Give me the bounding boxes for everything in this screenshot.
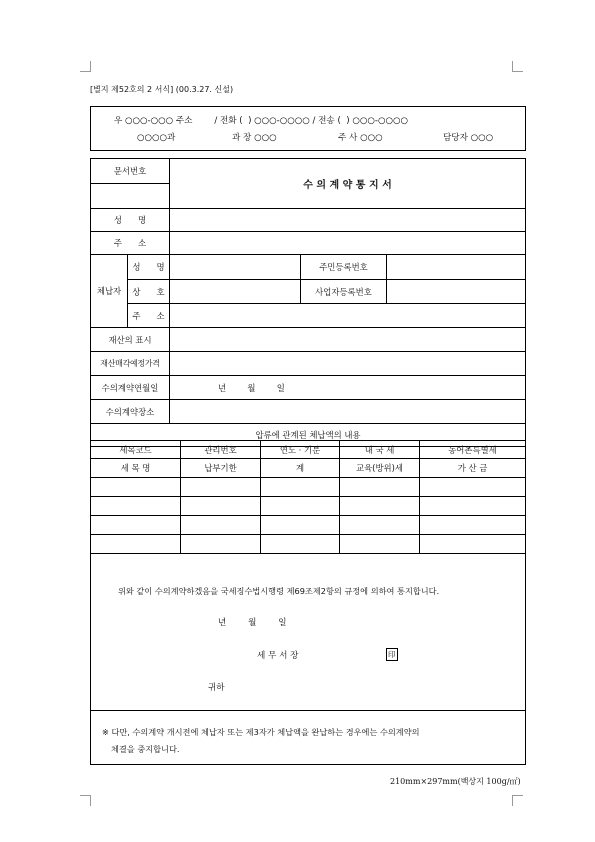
note-line-2: 체결을 중지합니다. bbox=[111, 744, 180, 754]
debtor-address-label: 주 소 bbox=[128, 304, 170, 328]
tax-head-item-name: 세 목 명 bbox=[91, 459, 181, 478]
tax-head-year-period: 연도 · 기분 bbox=[261, 441, 340, 459]
tax-head-total: 계 bbox=[261, 459, 340, 478]
tax-row[interactable] bbox=[91, 478, 526, 497]
recipient-label: 귀하 bbox=[208, 683, 225, 693]
tax-head-education-tax: 교육(방위)세 bbox=[340, 459, 420, 478]
doc-no-label: 문서번호 bbox=[91, 159, 170, 184]
tax-row[interactable] bbox=[91, 516, 526, 535]
resident-no-value[interactable] bbox=[387, 255, 526, 280]
business-no-label: 사업자등록번호 bbox=[301, 280, 387, 304]
contract-date-label: 수의계약연월일 bbox=[91, 376, 170, 400]
tax-head-rural-tax: 농어촌특별세 bbox=[420, 441, 526, 459]
notice-date: 년 월 일 bbox=[218, 618, 287, 628]
tax-header-row-2 bbox=[91, 459, 526, 478]
name-value[interactable] bbox=[170, 209, 526, 232]
debtor-name-label: 성 명 bbox=[128, 255, 170, 280]
tax-head-penalty: 가 산 금 bbox=[420, 459, 526, 478]
official-seal: 印 bbox=[388, 650, 396, 659]
tax-head-due-date: 납부기한 bbox=[181, 459, 261, 478]
doc-no-value[interactable] bbox=[91, 184, 170, 209]
tax-office-chief: 세 무 서 장 bbox=[257, 651, 299, 661]
debtor-trade-label: 상 호 bbox=[128, 280, 170, 304]
note-divider bbox=[91, 710, 526, 711]
contract-place-value[interactable] bbox=[170, 400, 526, 424]
property-label: 재산의 표시 bbox=[91, 328, 170, 352]
debtor-name-value[interactable] bbox=[170, 255, 301, 280]
business-no-value[interactable] bbox=[387, 280, 526, 304]
note-line-1: ※ 다만, 수의계약 개시전에 체납자 또는 제3자가 체납액을 완납하는 경우에는 수의계약의 bbox=[102, 727, 420, 737]
contract-date-value[interactable]: 년 월 일 bbox=[170, 376, 526, 400]
address-value[interactable] bbox=[170, 232, 526, 255]
crop-mark-top-left bbox=[80, 61, 91, 72]
header-officer: 주 사 ○○○ bbox=[338, 133, 383, 143]
header-address-line: 우 ○○○-○○○ 주소 / 전화 ( ) ○○○-○○○○ / 전송 ( ) ○○○-○○○○ bbox=[114, 116, 408, 126]
tax-row[interactable] bbox=[91, 497, 526, 516]
notice-text: 위와 같이 수의계약하겠음을 국세징수법시행령 제69조제2항의 규정에 의하여 통지합니다. bbox=[118, 586, 440, 596]
tax-head-mgmt-no: 관리번호 bbox=[181, 441, 261, 459]
price-label: 재산매각예정가격 bbox=[91, 352, 170, 376]
form-top-table bbox=[90, 158, 526, 447]
contract-place-label: 수의계약장소 bbox=[91, 400, 170, 424]
form-title: 수 의 계 약 통 지 서 bbox=[170, 159, 526, 209]
header-department: ○○○○과 bbox=[137, 133, 176, 143]
name-label: 성 명 bbox=[91, 209, 170, 232]
tax-header-row-1 bbox=[91, 441, 526, 459]
debtor-label: 체납자 bbox=[91, 255, 128, 328]
debtor-address-value[interactable] bbox=[170, 304, 526, 328]
tax-section-heading: 압류에 관계된 체납액의 내용 bbox=[91, 424, 526, 447]
tax-row[interactable] bbox=[91, 535, 526, 554]
crop-mark-top-right bbox=[512, 61, 523, 72]
header-box bbox=[90, 106, 526, 151]
header-chief: 과 장 ○○○ bbox=[232, 133, 277, 143]
resident-no-label: 주민등록번호 bbox=[301, 255, 387, 280]
paper-spec: 210mm×297mm(백상지 100g/㎡) bbox=[390, 777, 521, 786]
form-reference: [별지 제52호의 2 서식] (00.3.27. 신설) bbox=[90, 85, 234, 94]
address-label: 주 소 bbox=[91, 232, 170, 255]
tax-head-internal-tax: 내 국 세 bbox=[340, 441, 420, 459]
crop-mark-bottom-left bbox=[80, 795, 91, 806]
form-main bbox=[90, 158, 526, 765]
tax-table bbox=[90, 440, 526, 554]
price-value[interactable] bbox=[170, 352, 526, 376]
crop-mark-bottom-right bbox=[512, 795, 523, 806]
debtor-trade-value[interactable] bbox=[170, 280, 301, 304]
header-handler: 담당자 ○○○ bbox=[443, 133, 494, 143]
property-value[interactable] bbox=[170, 328, 526, 352]
tax-head-code: 세목코드 bbox=[91, 441, 181, 459]
